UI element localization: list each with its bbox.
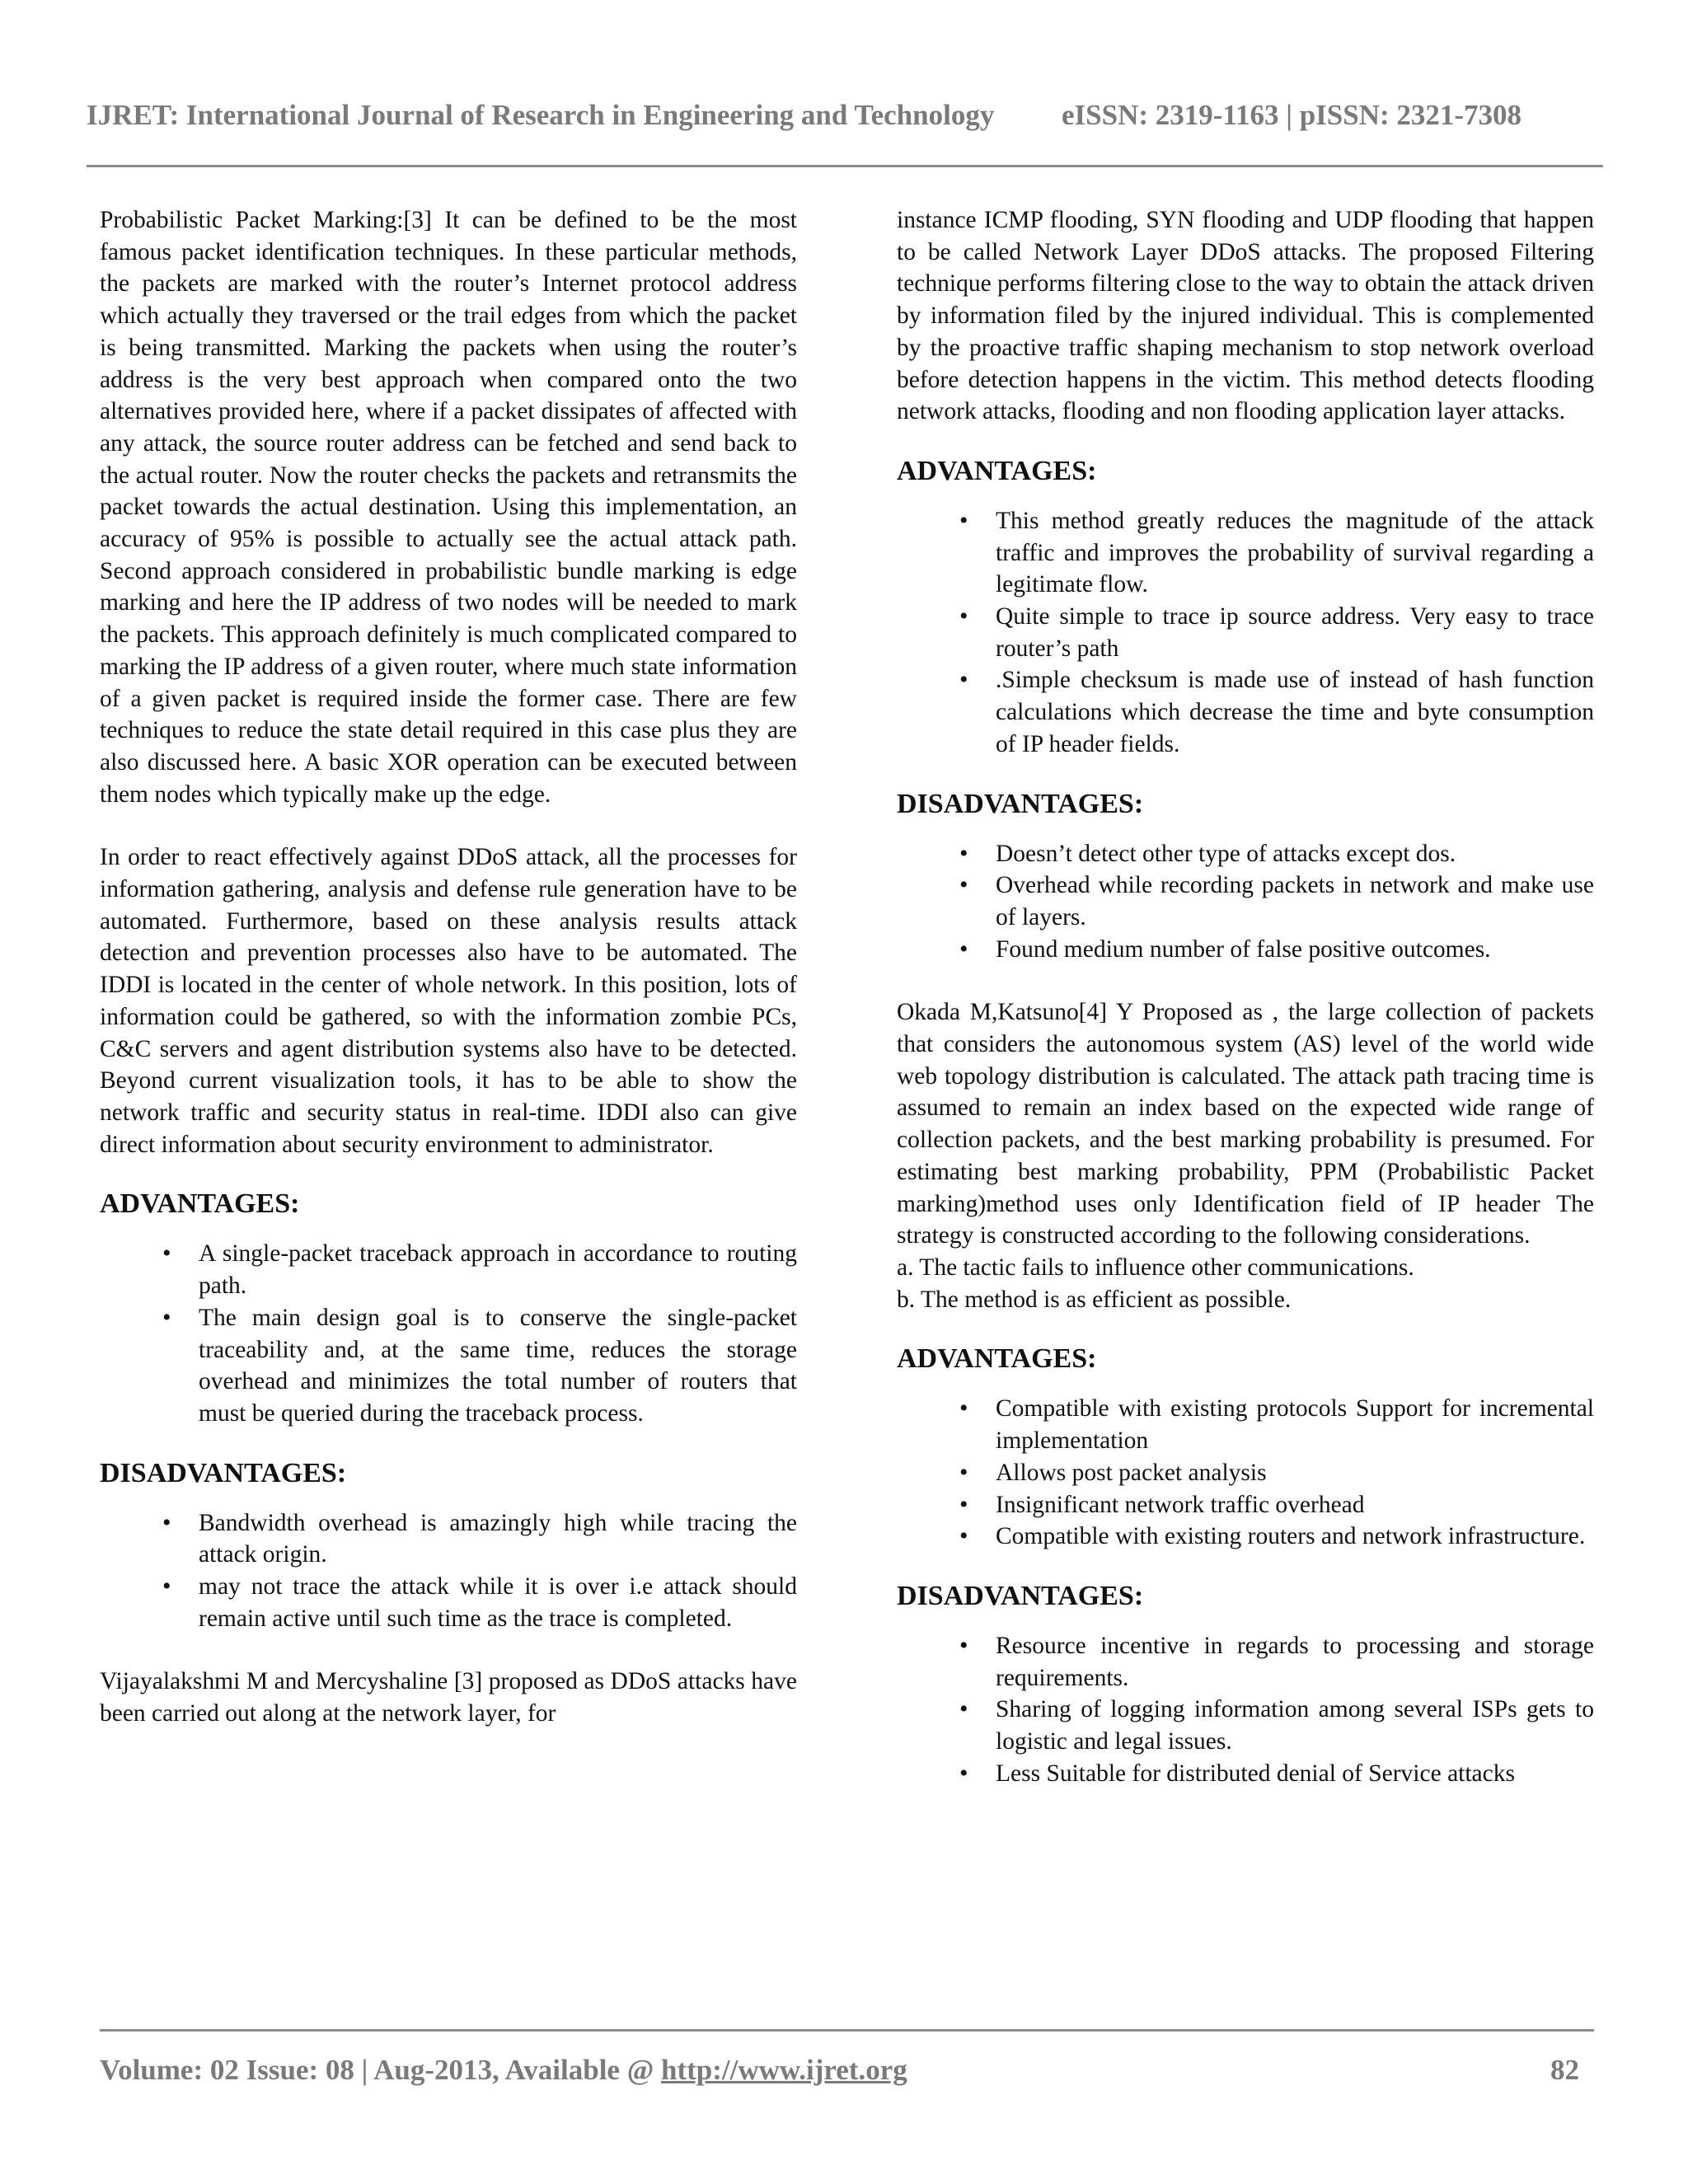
paragraph: instance ICMP flooding, SYN flooding and UDP flooding that happen to be called Network Layer DDoS attacks. The proposed Filtering technique performs filtering close to the way to obtain the attack driven by information filed by the injured individual. This is complemented by the proactive traffic shaping mechanism to stop network overload before detection happens in the victim. This method detects flooding network attacks, flooding and non flooding application layer attacks. <box>897 207 1594 425</box>
list-item: • may not trace the attack while it is over i.e attack should remain active until such time as the trace is completed. <box>100 1571 797 1634</box>
paragraph: Vijayalakshmi M and Mercyshaline [3] proposed as DDoS attacks have been carried out along at the network layer, for <box>100 1668 797 1727</box>
footer-rule <box>100 2029 1594 2032</box>
list-item: • Resource incentive in regards to processing and storage requirements. <box>897 1630 1594 1694</box>
page-number: 82 <box>1550 2054 1579 2086</box>
advantages-list <box>897 1393 1594 1553</box>
paragraph-line: b. The method is as efficient as possible. <box>897 1286 1292 1313</box>
list-item: • Compatible with existing routers and network infrastructure. <box>897 1521 1594 1553</box>
list-item: • Insignificant network traffic overhead <box>897 1489 1594 1521</box>
list-item: • Bandwidth overhead is amazingly high while tracing the attack origin. <box>100 1507 797 1571</box>
section-heading-advantages: ADVANTAGES: <box>897 455 1097 486</box>
right-column <box>897 204 1594 1789</box>
list-item: • Compatible with existing protocols Support for incremental implementation <box>897 1393 1594 1456</box>
section-heading-disadvantages: DISADVANTAGES: <box>100 1457 347 1488</box>
section-heading-disadvantages: DISADVANTAGES: <box>897 1580 1144 1611</box>
paragraph: In order to react effectively against DDoS attack, all the processes for information gathering, analysis and defense rule generation have to be automated. Furthermore, based on these analysis results attack detection and prevention processes also have to be automated. The IDDI is located in the center of whole network. In this position, lots of information could be gathered, so with the information zombie PCs, C&C servers and agent distribution systems also have to be detected. Beyond current visualization tools, it has to be able to show the network traffic and security status in real-time. IDDI also can give direct information about security environment to administrator. <box>100 844 797 1158</box>
advantages-list <box>100 1238 797 1429</box>
disadvantages-list <box>897 1630 1594 1790</box>
list-item: • Overhead while recording packets in network and make use of layers. <box>897 869 1594 933</box>
journal-link[interactable]: http://www.ijret.org <box>661 2054 907 2086</box>
list-item: • The main design goal is to conserve the single-packet traceability and, at the same time, reduces the storage overhead and minimizes the total number of routers that must be queried during the traceback process. <box>100 1302 797 1430</box>
disadvantages-list <box>897 838 1594 966</box>
paragraph: Okada M,Katsuno[4] Y Proposed as , the large collection of packets that considers the autonomous system (AS) level of the world wide web topology distribution is calculated. The attack path tracing time is assumed to remain an index based on the expected wide range of collection packets, and the best marking probability is presumed. For estimating best marking probability, PPM (Probabilistic Packet marking)method uses only Identification field of IP header The strategy is constructed according to the following considerations. <box>897 999 1594 1249</box>
advantages-list <box>897 505 1594 761</box>
list-item: • Found medium number of false positive outcomes. <box>897 934 1594 966</box>
journal-title: IJRET: International Journal of Research in Engineering and Technology <box>87 99 995 131</box>
volume-info: Volume: 02 Issue: 08 | Aug-2013, Available @ <box>100 2054 662 2086</box>
running-footer <box>100 2052 1583 2088</box>
list-item: • Doesn’t detect other type of attacks except dos. <box>897 838 1594 870</box>
list-item: • Allows post packet analysis <box>897 1457 1594 1489</box>
left-column <box>100 204 797 1730</box>
header-rule <box>87 165 1603 167</box>
list-item: • .Simple checksum is made use of instead of hash function calculations which decrease the time and byte consumption of IP header fields. <box>897 664 1594 760</box>
running-header <box>87 97 1603 134</box>
paragraph-line: a. The tactic fails to influence other communications. <box>897 1254 1414 1281</box>
section-heading-advantages: ADVANTAGES: <box>100 1188 300 1220</box>
disadvantages-list <box>100 1507 797 1635</box>
issn-numbers: eISSN: 2319-1163 | pISSN: 2321-7308 <box>1062 99 1522 131</box>
paragraph: Probabilistic Packet Marking:[3] It can be defined to be the most famous packet identification techniques. In these particular methods, the packets are marked with the router’s Internet protocol address which actually they traversed or the trail edges from which the packet is being transmitted. Marking the packets when using the router’s address is the very best approach when compared onto the two alternatives provided here, where if a packet dissipates of affected with any attack, the source router address can be fetched and send back to the actual router. Now the router checks the packets and retransmits the packet towards the actual destination. Using this implementation, an accuracy of 95% is possible to actually see the actual attack path. Second approach considered in probabilistic bundle marking is edge marking and here the IP address of two nodes will be needed to mark the packets. This approach definitely is much complicated compared to marking the IP address of a given router, where much state information of a given packet is required inside the former case. There are few techniques to reduce the state detail required in this case plus they are also discussed here. A basic XOR operation can be executed between them nodes which typically make up the edge. <box>100 207 797 808</box>
list-item: • Sharing of logging information among several ISPs gets to logistic and legal issues. <box>897 1694 1594 1757</box>
list-item: • Less Suitable for distributed denial of Service attacks <box>897 1758 1594 1790</box>
list-item: • This method greatly reduces the magnitude of the attack traffic and improves the probability of survival regarding a legitimate flow. <box>897 505 1594 601</box>
section-heading-disadvantages: DISADVANTAGES: <box>897 788 1144 819</box>
list-item: • Quite simple to trace ip source address. Very easy to trace router’s path <box>897 601 1594 664</box>
section-heading-advantages: ADVANTAGES: <box>897 1343 1097 1375</box>
list-item: • A single-packet traceback approach in accordance to routing path. <box>100 1238 797 1301</box>
